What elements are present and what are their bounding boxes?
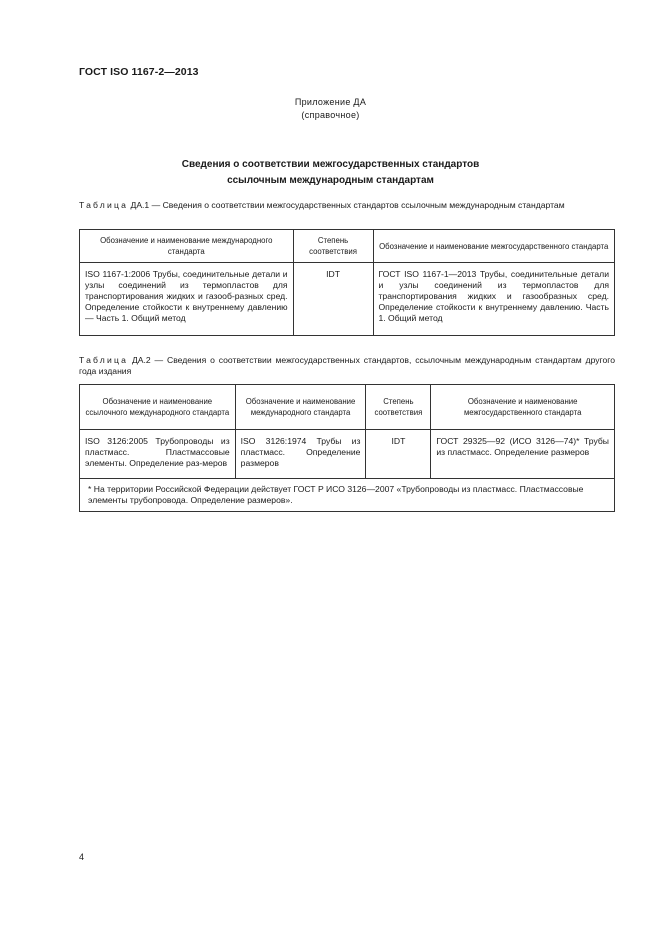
table-1-header-row xyxy=(80,230,615,263)
table-1-caption-text: ДА.1 — Сведения о соответствии межгосударственных стандартов ссылочным международным стандартам xyxy=(128,200,565,210)
table-2-caption-lead: Таблица xyxy=(79,355,129,365)
table-2-header-row xyxy=(80,385,615,430)
appendix-kind: (справочное) xyxy=(301,110,360,120)
table-1 xyxy=(79,229,615,336)
table-2-header-cell: Обозначение и наименование межгосударственного стандарта xyxy=(431,385,615,430)
table-1-header-cell: Обозначение и наименование международного стандарта xyxy=(80,230,294,263)
table-2-caption-text: ДА.2 — Сведения о соответствии межгосударственных стандартов, ссылочным международным стандартам другого года издания xyxy=(79,355,615,376)
table-cell: ISO 3126:2005 Трубопроводы из пластмасс. Пластмассовые элементы. Определение раз-меров xyxy=(80,430,236,479)
table-2 xyxy=(79,384,615,512)
table-2-header-cell: Степень соответствия xyxy=(366,385,431,430)
table-cell: ГОСТ 29325—92 (ИСО 3126—74)* Трубы из пластмасс. Определение размеров xyxy=(431,430,615,479)
table-1-header-cell: Обозначение и наименование межгосударственного стандарта xyxy=(373,230,615,263)
table-1-header-cell: Степень соответствия xyxy=(293,230,373,263)
table-row xyxy=(80,263,615,336)
appendix-heading xyxy=(0,96,661,122)
table-1-caption-lead: Таблица xyxy=(79,200,129,210)
table-2-footnote: * На территории Российской Федерации действует ГОСТ Р ИСО 3126—2007 «Трубопроводы из пластмасс. Пластмассовые элементы трубопровода. Определение размеров». xyxy=(80,479,615,512)
section-title xyxy=(0,157,661,189)
section-title-line-2: ссылочным международным стандартам xyxy=(227,175,434,186)
table-2-caption xyxy=(79,355,615,377)
page-number: 4 xyxy=(79,852,85,862)
table-cell: IDT xyxy=(293,263,373,336)
table-2-header-cell: Обозначение и наименование ссылочного международного стандарта xyxy=(80,385,236,430)
table-cell: ISO 3126:1974 Трубы из пластмасс. Определение размеров xyxy=(235,430,366,479)
document-code: ГОСТ ISO 1167-2—2013 xyxy=(79,66,199,78)
section-title-line-1: Сведения о соответствии межгосударственных стандартов xyxy=(181,159,480,170)
table-cell: ISO 1167-1:2006 Трубы, соединительные детали и узлы соединений из термопластов для транспортирования жидких и газооб-разных сред. Определение стойкости к внутреннему давлению — Часть 1. Общий метод xyxy=(80,263,294,336)
table-cell: ГОСТ ISO 1167-1—2013 Трубы, соединительные детали и узлы соединений из термопластов для транспортирования жидких и газообразных сред. Определение стойкости к внутреннему давлению. Часть 1. Общий метод xyxy=(373,263,615,336)
table-2-footnote-row xyxy=(80,479,615,512)
appendix-title: Приложение ДА xyxy=(294,97,367,107)
table-cell: IDT xyxy=(366,430,431,479)
table-1-caption xyxy=(79,200,615,211)
table-row xyxy=(80,430,615,479)
table-2-header-cell: Обозначение и наименование международного стандарта xyxy=(235,385,366,430)
